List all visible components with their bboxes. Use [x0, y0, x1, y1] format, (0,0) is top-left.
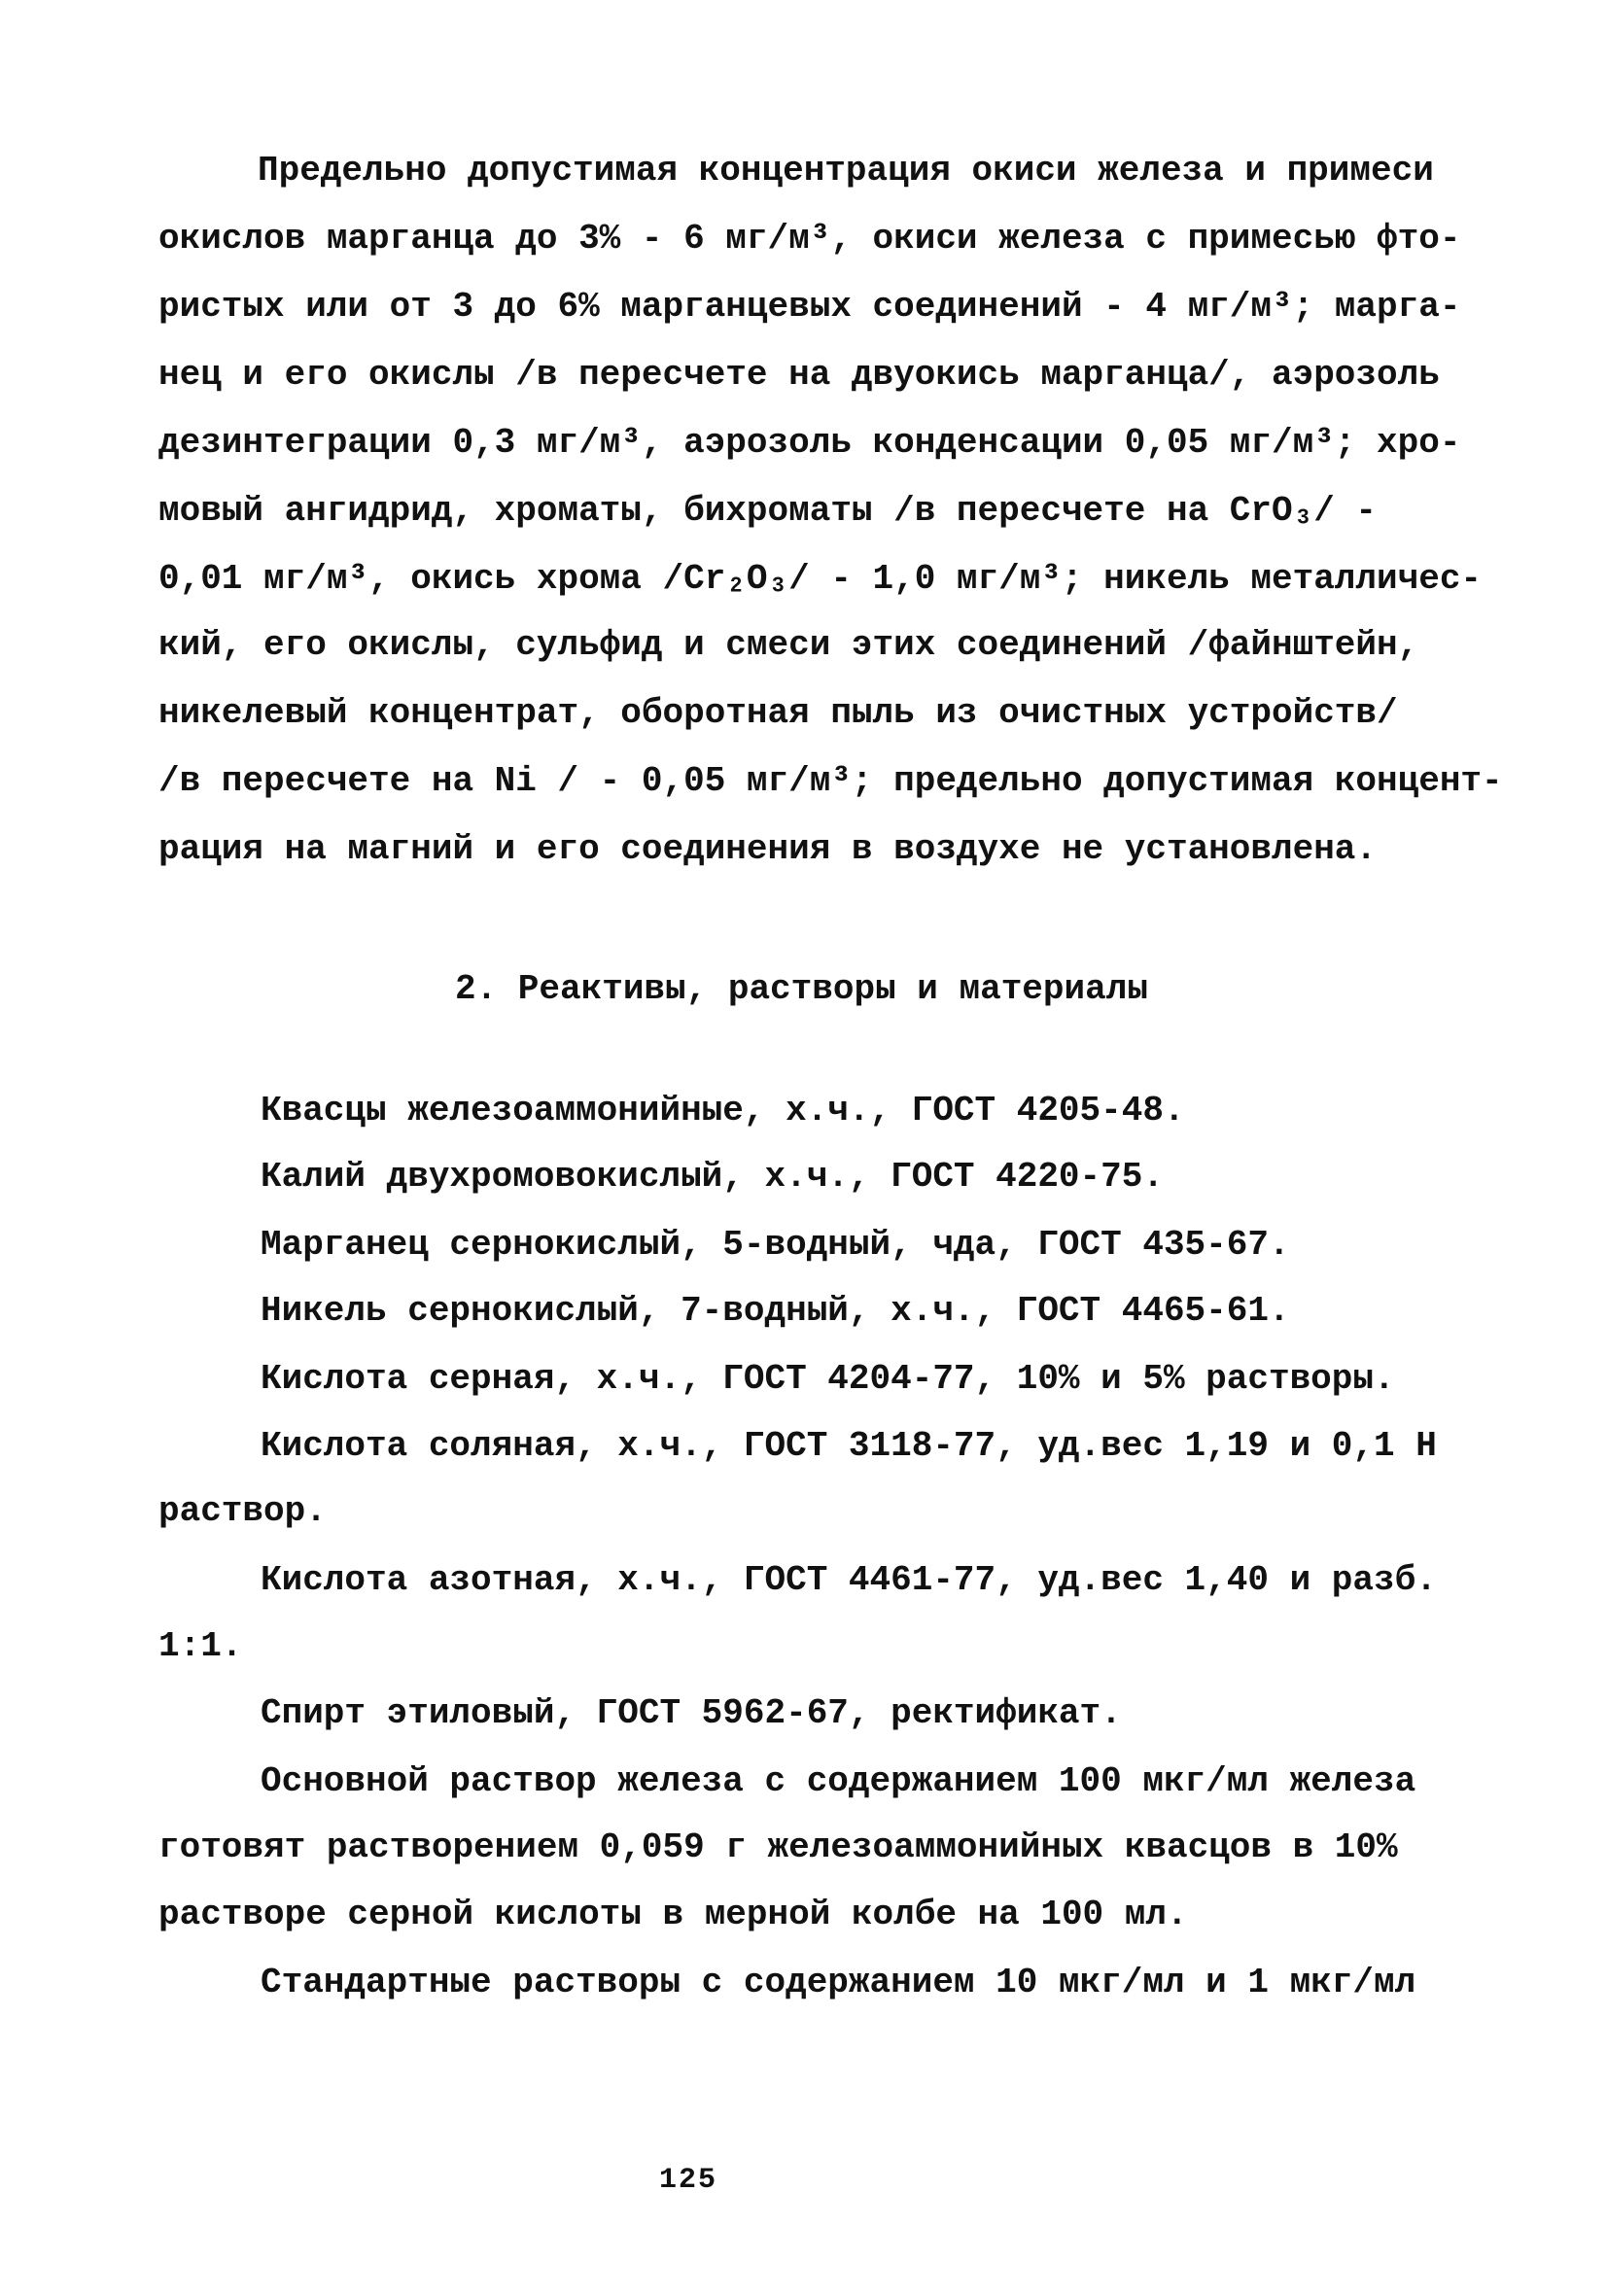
text-line: Основной раствор железа с содержанием 100 мкг/мл железа — [261, 1761, 1416, 1801]
text-line: раствор. — [158, 1491, 327, 1531]
text-line: дезинтеграции 0,3 мг/м³, аэрозоль конденсации 0,05 мг/м³; хро- — [158, 423, 1461, 463]
text-line: 0,01 мг/м³, окись хрома /Cr₂O₃/ - 1,0 мг/м³; никель металличес- — [158, 559, 1483, 599]
text-line: Кислота соляная, х.ч., ГОСТ 3118-77, уд.вес 1,19 и 0,1 Н — [261, 1426, 1437, 1466]
text-line: Кислота серная, х.ч., ГОСТ 4204-77, 10% и 5% растворы. — [261, 1359, 1395, 1399]
text-line: нец и его окислы /в пересчете на двуокись марганца/, аэрозоль — [158, 355, 1440, 395]
text-line: Предельно допустимая концентрация окиси железа и примеси — [258, 151, 1434, 191]
text-line: никелевый концентрат, оборотная пыль из очистных устройств/ — [158, 693, 1398, 733]
section-heading: 2. Реактивы, растворы и материалы — [455, 969, 1148, 1009]
page-number: 125 — [659, 2164, 718, 2197]
text-line: Стандартные растворы с содержанием 10 мкг/мл и 1 мкг/мл — [261, 1963, 1416, 2002]
text-line: кий, его окислы, сульфид и смеси этих соединений /файнштейн, — [158, 625, 1419, 665]
text-line: окислов марганца до 3% - 6 мг/м³, окиси железа с примесью фто- — [158, 219, 1461, 259]
text-line: Квасцы железоаммонийные, х.ч., ГОСТ 4205-48. — [261, 1091, 1185, 1131]
text-line: Спирт этиловый, ГОСТ 5962-67, ректификат. — [261, 1693, 1122, 1733]
text-line: готовят растворением 0,059 г железоаммонийных квасцов в 10% — [158, 1827, 1398, 1867]
text-line: Марганец сернокислый, 5-водный, чда, ГОСТ 435-67. — [261, 1225, 1290, 1265]
text-line: ристых или от 3 до 6% марганцевых соединений - 4 мг/м³; марга- — [158, 287, 1461, 327]
text-line: рация на магний и его соединения в воздухе не установлена. — [158, 829, 1378, 869]
text-line: Никель сернокислый, 7-водный, х.ч., ГОСТ 4465-61. — [261, 1291, 1290, 1331]
text-line: мовый ангидрид, хроматы, бихроматы /в пересчете на CrO₃/ - — [158, 491, 1378, 531]
text-line: растворе серной кислоты в мерной колбе на 100 мл. — [158, 1895, 1188, 1934]
text-line: Калий двухромовокислый, х.ч., ГОСТ 4220-75. — [261, 1157, 1164, 1197]
text-line: /в пересчете на Ni / - 0,05 мг/м³; предельно допустимая концент- — [158, 761, 1503, 801]
text-line: 1:1. — [158, 1626, 243, 1666]
text-line: Кислота азотная, х.ч., ГОСТ 4461-77, уд.вес 1,40 и разб. — [261, 1560, 1437, 1600]
